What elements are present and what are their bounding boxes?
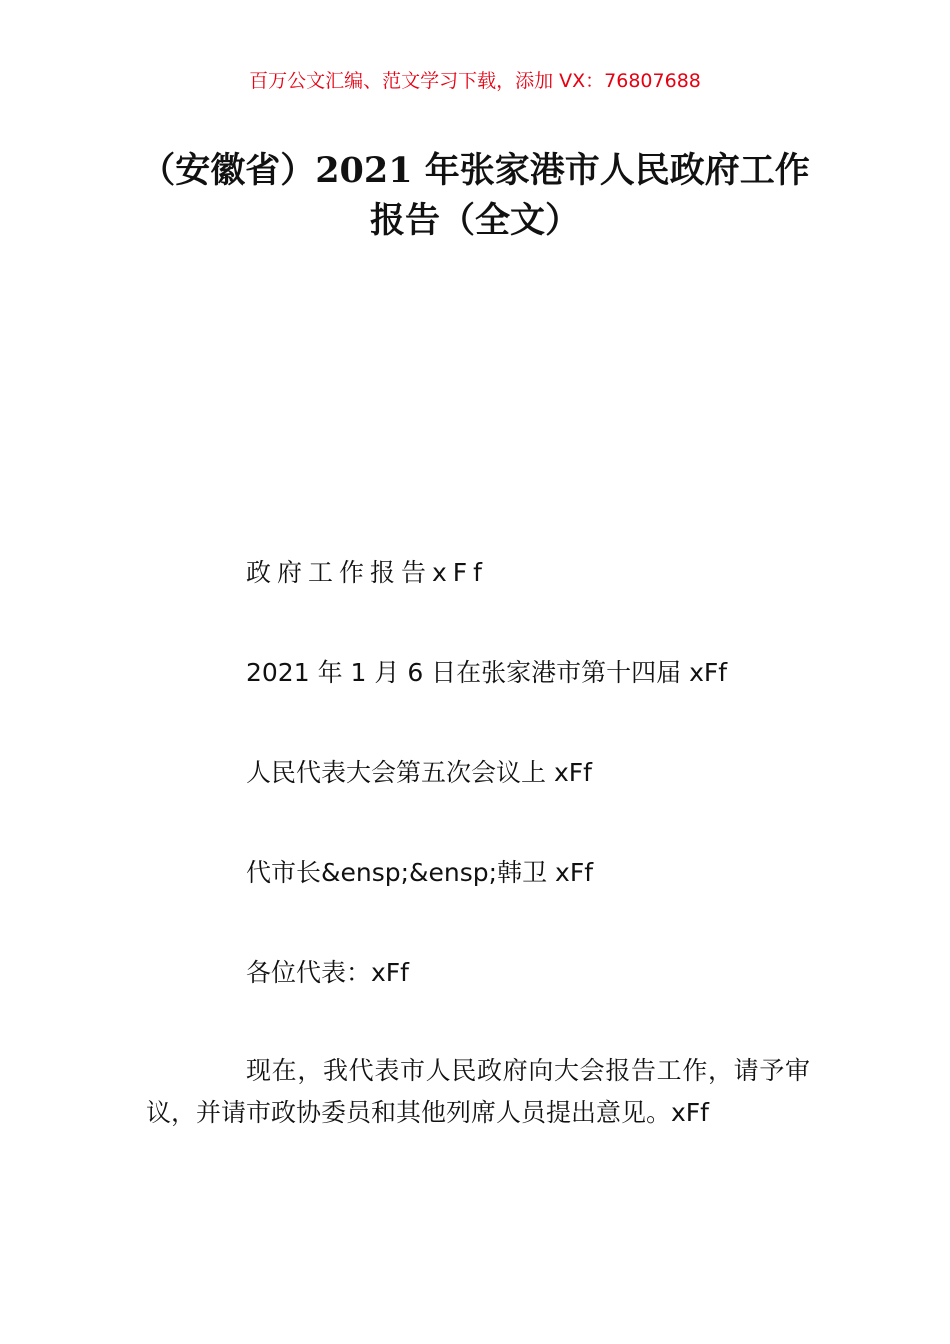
speaker-line: 代市长&ensp;&ensp;韩卫 xFf xyxy=(246,858,593,887)
meeting-line: 人民代表大会第五次会议上 xFf xyxy=(246,758,592,787)
report-heading-line: 政府工作报告xFf xyxy=(246,558,488,587)
date-line: 2021 年 1 月 6 日在张家港市第十四届 xFf xyxy=(246,658,728,687)
salutation-line: 各位代表：xFf xyxy=(246,958,409,987)
document-title: （安徽省）2021 年张家港市人民政府工作报告（全文） xyxy=(140,150,810,241)
header-note: 百万公文汇编、范文学习下载，添加 VX：76807688 xyxy=(249,70,701,92)
opening-paragraph: 现在，我代表市人民政府向大会报告工作，请予审议，并请市政协委员和其他列席人员提出意见。xFf xyxy=(146,1056,810,1127)
